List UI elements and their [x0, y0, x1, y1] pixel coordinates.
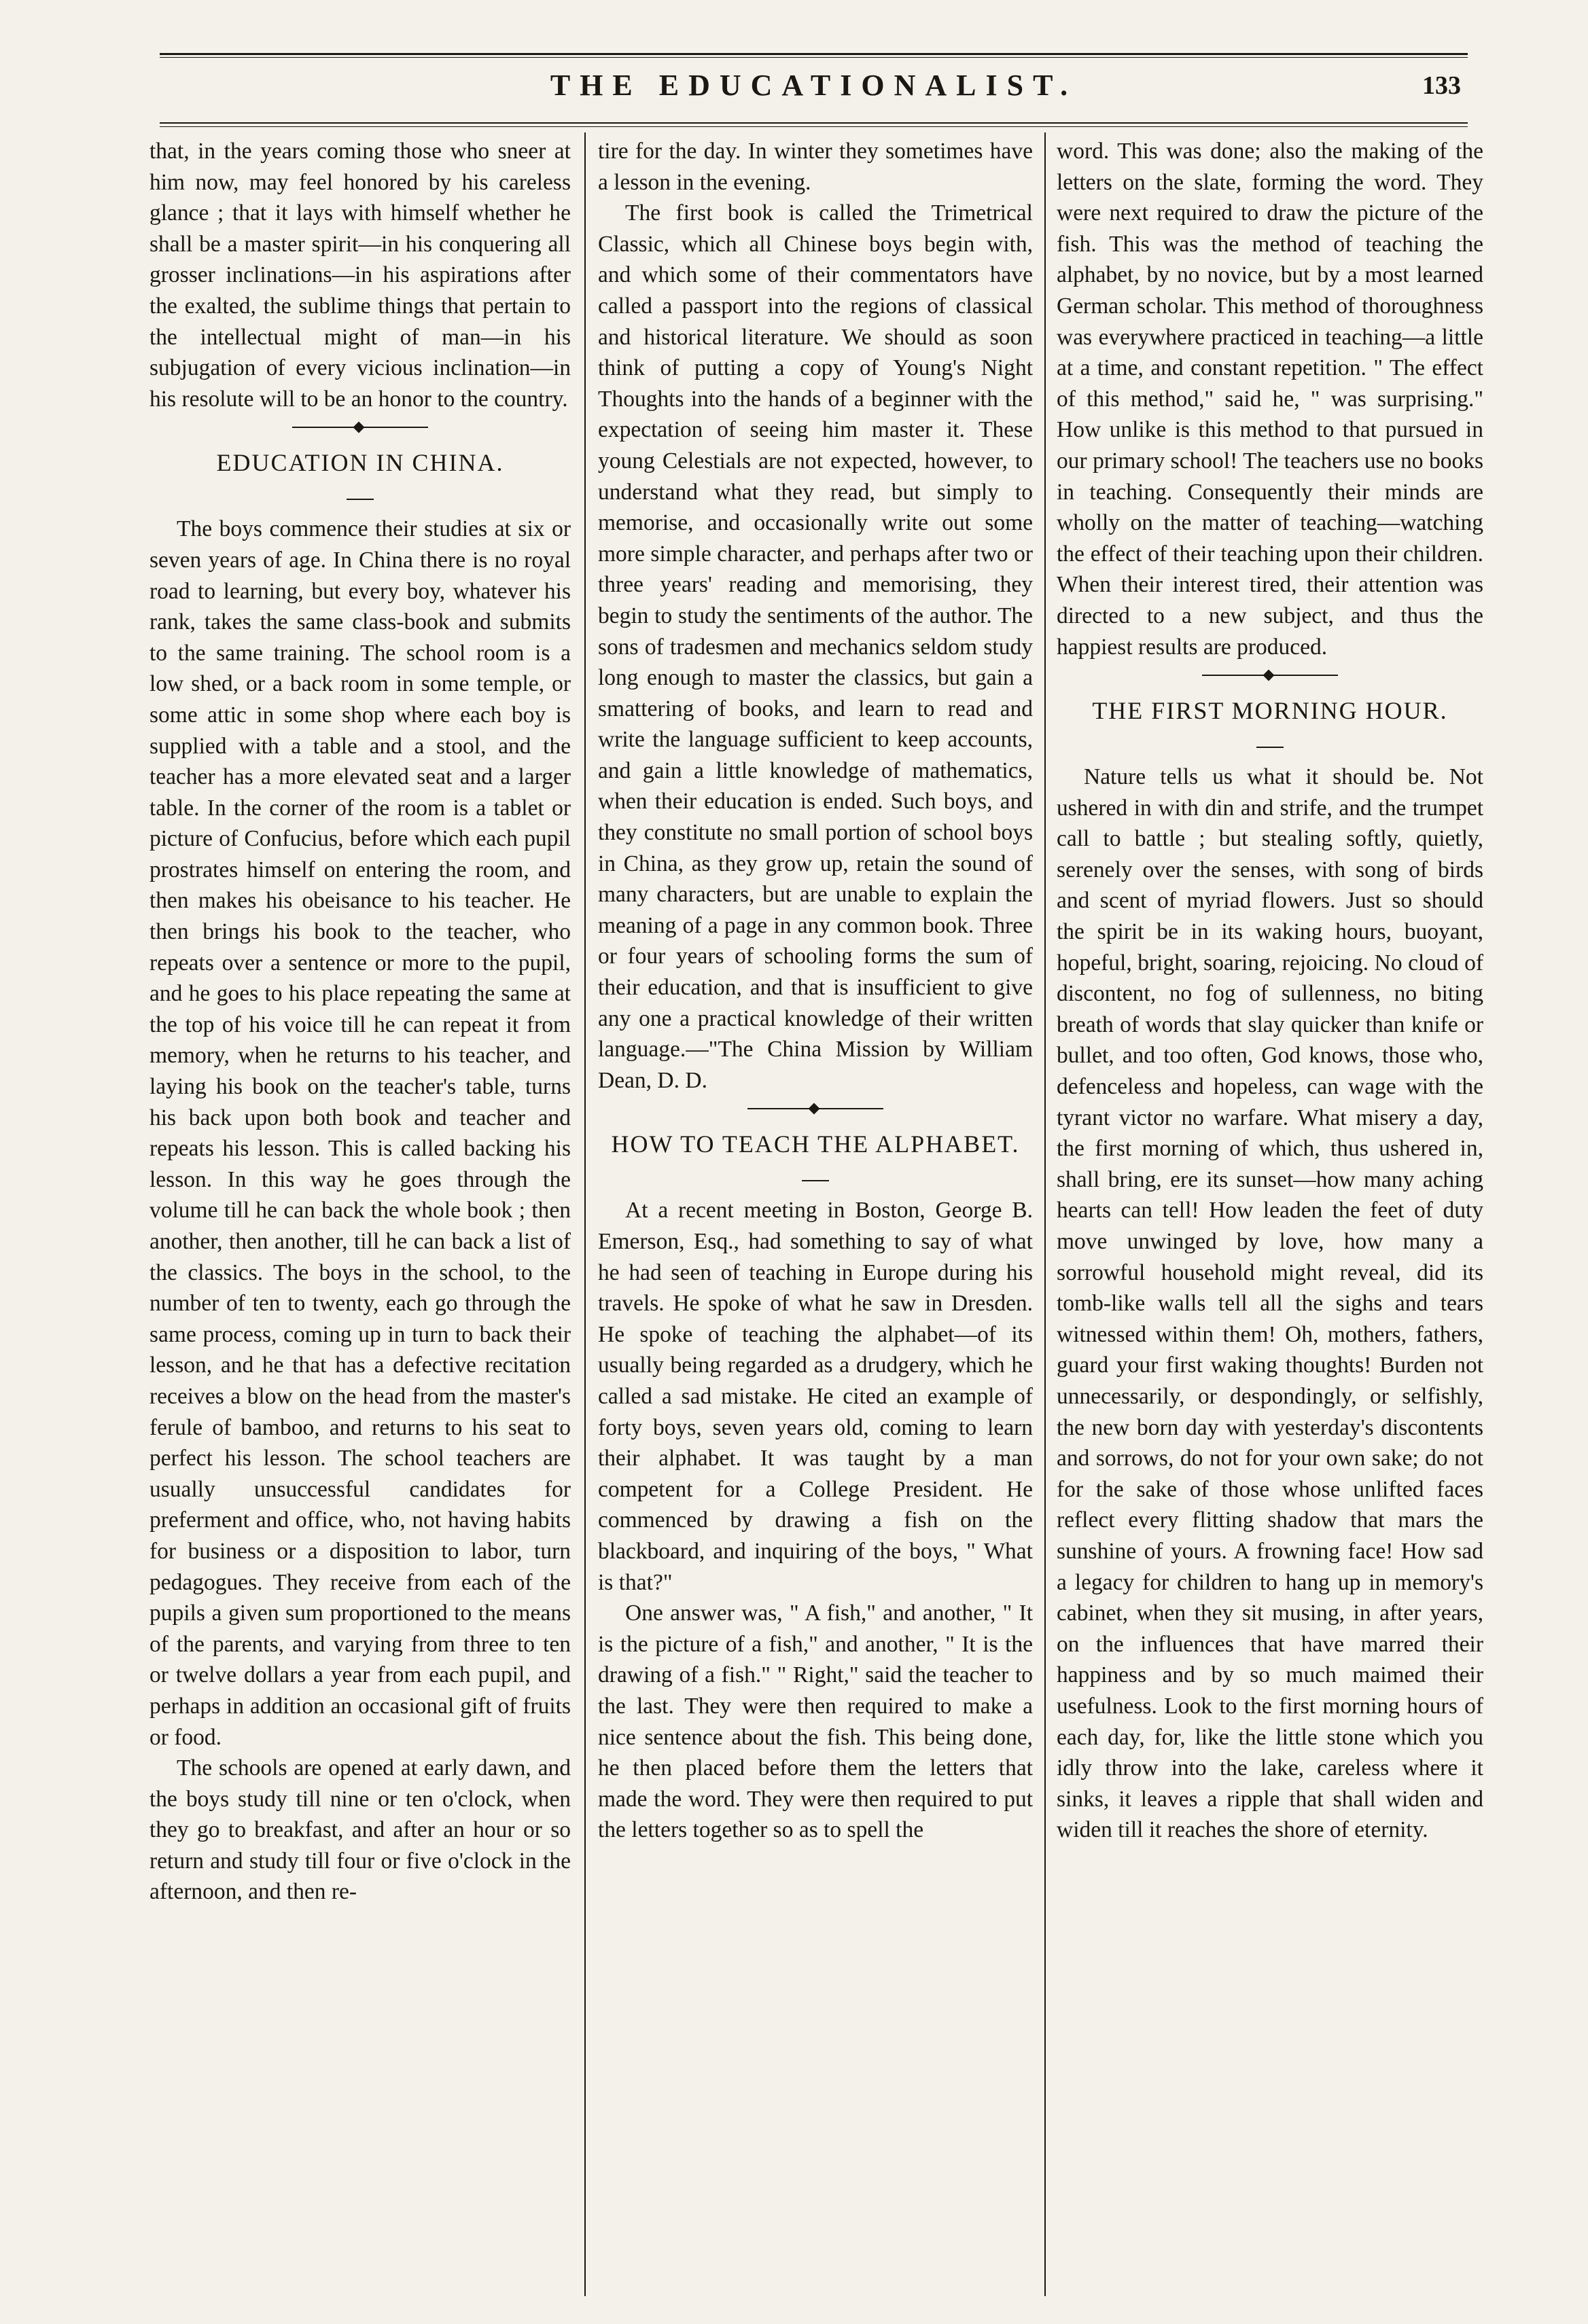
- heading-dash: [347, 499, 374, 500]
- page-number: 133: [1422, 71, 1461, 100]
- column-1: [149, 136, 571, 2289]
- paragraph: The boys commence their studies at six or seven years of age. In China there is no royal road to learning, but every boy, whatever his rank, takes the same class-book and submits to the same training. The school room is a low shed, or a back room in some temple, or some attic in some shop where each boy is supplied with a table and a stool, and the teacher has a more elevated seat and a larger table. In the corner of the room is a tablet or picture of Confucius, before which each pupil prostrates himself on entering the room, and then makes his obeisance to his teacher. He then brings his book to the teacher, who repeats over a sentence or more to the pupil, and he goes to his place repeating the same at the top of his voice till he can repeat it from memory, when he returns to his teacher, and laying his book on the teacher's table, turns his back upon both book and teacher and repeats his lesson. This is called backing his lesson. In this way he goes through the volume till he can back the whole book ; then another, then another, till he can back a list of the classics. The boys in the school, to the number of ten to twenty, each go through the same process, coming up in turn to back their lesson, and he that has a defective recitation receives a blow on the head from the master's ferule of bamboo, and returns to his seat to perfect his lesson. The school teachers are usually unsuccessful candidates for preferment and office, who, not having habits for business or a disposition to labor, turn pedagogues. They receive from each of the pupils a given sum proportioned to the means of the parents, and varying from three to ten or twelve dollars a year from each pupil, and perhaps in addition an occasional gift of fruits or food.: [149, 516, 571, 1750]
- paragraph: One answer was, " A fish," and another, " It is the picture of a fish," and another, " It is the drawing of a fish." " Right," said the teacher to the last. They were then required to make a nice sentence about the fish. This being done, he then placed before them the letters that made the word. They were then required to put the letters together so as to spell the: [598, 1601, 1033, 1843]
- paragraph: At a recent meeting in Boston, George B. Emerson, Esq., had something to say of what he had seen of teaching in Europe during his travels. He spoke of what he saw in Dresden. He spoke of teaching the alphabet—of its usually being regarded as a drudgery, which he called a sad mistake. He cited an example of forty boys, seven years old, coming to learn their alphabet. It was taught by a man competent for a College President. He commenced by drawing a fish on the blackboard, and inquiring of the boys, " What is that?": [598, 1198, 1033, 1595]
- section-separator: [1202, 675, 1338, 680]
- column-divider: [584, 132, 586, 2296]
- column-2: [598, 136, 1033, 2289]
- article-heading: THE FIRST MORNING HOUR.: [1092, 697, 1448, 725]
- article-heading: HOW TO TEACH THE ALPHABET.: [611, 1130, 1020, 1158]
- top-rule: [160, 53, 1468, 55]
- header-rule: [160, 122, 1468, 124]
- paragraph: The schools are opened at early dawn, and the boys study till nine or ten o'clock, when they go to breakfast, and after an hour or so return and study till four or five o'clock in the afternoon, and then re-: [149, 1755, 571, 1905]
- paragraph: Nature tells us what it should be. Not ushered in with din and strife, and the trumpet call to battle ; but stealing softly, quietly, serenely over the senses, with song of birds and scent of myriad flowers. Just so should the spirit be in its waking hours, buoyant, hopeful, bright, soaring, rejoicing. No cloud of discontent, no fog of sullenness, no biting breath of words that slay quicker than knife or bullet, and too often, God knows, those who, defenceless and hopeless, can wage with the tyrant victor no warfare. What misery a day, the first morning of which, thus ushered in, shall bring, ere its sunset—how many aching hearts can tell! How leaden the feet of duty move unwinged by love, how many a sorrowful household might reveal, did its tomb-like walls tell all the sighs and tears witnessed within them! Oh, mothers, fathers, guard your first waking thoughts! Burden not unnecessarily, or despondingly, or selfishly, the new born day with yesterday's discontents and sorrows, do not for your own sake; do not for the sake of those whose unlifted faces reflect every flitting shadow that mars the sunshine of yours. A frowning face! How sad a legacy for children to hang up in memory's cabinet, when they sit musing, in after years, on the influences that have marred their happiness and by so much maimed their usefulness. Look to the first morning hours of each day, for, like the little stone which you idly throw into the lake, careless where it sinks, it leaves a ripple that shall widen and widen till it reaches the shore of eternity.: [1057, 764, 1483, 1843]
- section-separator: [747, 1108, 883, 1113]
- top-rule-thin: [160, 57, 1468, 58]
- heading-dash: [802, 1180, 829, 1181]
- masthead-title: THE EDUCATIONALIST.: [550, 69, 1078, 102]
- column-3: [1057, 136, 1483, 2289]
- section-separator: [292, 427, 428, 432]
- paragraph: tire for the day. In winter they sometimes have a lesson in the evening.: [598, 139, 1033, 195]
- column-divider: [1044, 132, 1046, 2296]
- paragraph: word. This was done; also the making of the letters on the slate, forming the word. They were next required to draw the picture of the fish. This was the method of teaching the alphabet, by no novice, but by a most learned German scholar. This method of thoroughness was everywhere practiced in teaching—a little at a time, and constant repetition. " The effect of this method," said he, " was surprising." How unlike is this method to that pursued in our primary school! The teachers use no books in teaching. Consequently their minds are wholly on the matter of teaching—watching the effect of their teaching upon their children. When their interest tired, their attention was directed to a new subject, and thus the happiest results are produced.: [1057, 139, 1483, 660]
- article-heading: EDUCATION IN CHINA.: [216, 449, 504, 477]
- paragraph: The first book is called the Trimetrical Classic, which all Chinese boys begin with, and which some of their commentators have called a passport into the regions of classical and historical literature. We should as soon think of putting a copy of Young's Night Thoughts into the hands of a beginner with the expectation of seeing him master it. These young Celestials are not expected, however, to understand what they read, but simply to memorise, and occasionally write out some more simple character, and perhaps after two or three years' reading and memorising, they begin to study the sentiments of the author. The sons of tradesmen and mechanics seldom study long enough to master the classics, but gain a smattering of books, and learn to read and write the language sufficient to keep accounts, and gain a little knowledge of mathematics, when their education is ended. Such boys, and they constitute no small portion of school boys in China, as they grow up, retain the sound of many characters, but are unable to explain the meaning of a page in any common book. Three or four years of schooling forms the sum of their education, and that is insufficient to give any one a practical knowledge of their written language.—"The China Mission by William Dean, D. D.: [598, 200, 1033, 1093]
- header-rule-thin: [160, 126, 1468, 127]
- heading-dash: [1256, 747, 1284, 748]
- paragraph: that, in the years coming those who sneer at him now, may feel honored by his careless glance ; that it lays with himself whether he shall be a master spirit—in his conquering all grosser inclinations—in his aspirations after the exalted, the sublime things that pertain to the intellectual might of man—in his subjugation of every vicious inclination—in his resolute will to be an honor to the country.: [149, 139, 571, 412]
- page-header: [160, 68, 1468, 115]
